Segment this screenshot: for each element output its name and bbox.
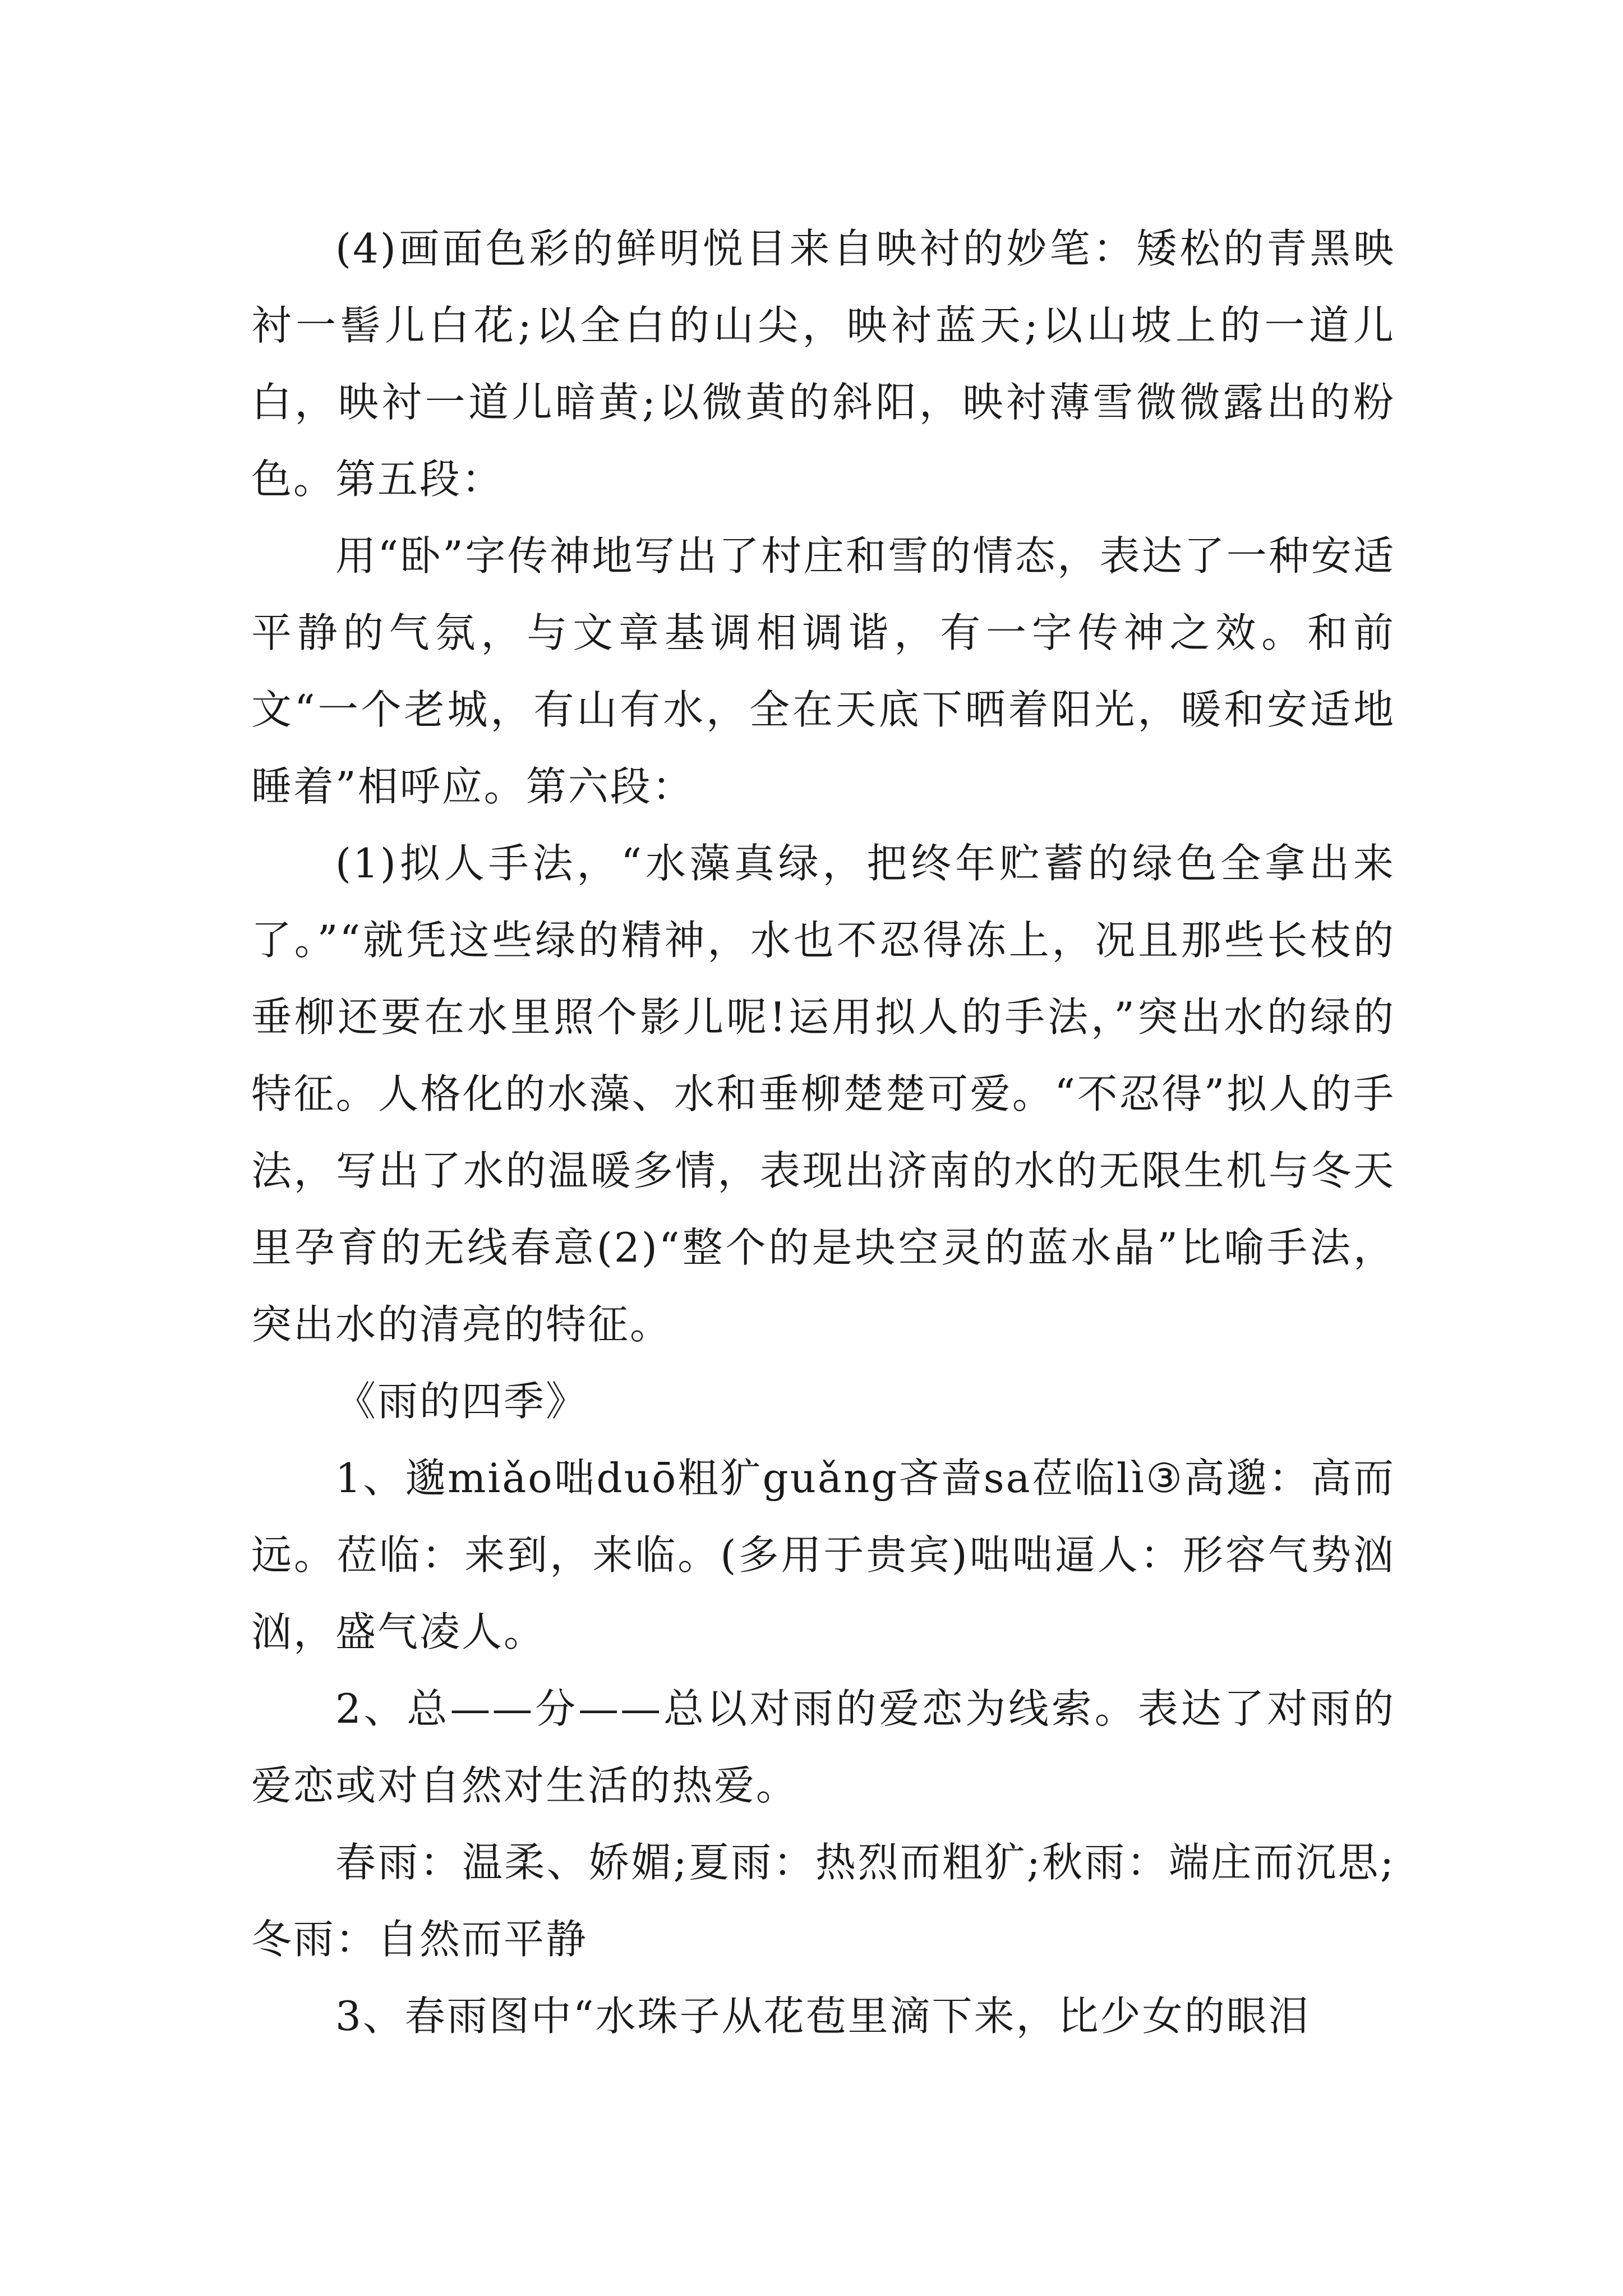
paragraph-color-contrast: (4)画面色彩的鲜明悦目来自映衬的妙笔：矮松的青黑映衬一髻儿白花;以全白的山尖，映衬蓝天;以山坡上的一道儿白，映衬一道儿暗黄;以微黄的斜阳，映衬薄雪微微露出的粉色。第五段：: [251, 225, 1395, 503]
paragraph-vocabulary: 1、邈miǎo咄duō粗犷guǎng吝啬sa莅临lì③高邈：高而远。莅临：来到，来临。(多用于贵宾)咄咄逼人：形容气势汹汹，盛气凌人。: [251, 1455, 1395, 1655]
document-body: [251, 210, 1395, 2055]
paragraph-structure: 2、总——分——总以对雨的爱恋为线索。表达了对雨的爱恋或对自然对生活的热爱。: [251, 1685, 1395, 1809]
paragraph-spring-rain: 3、春雨图中“水珠子从花苞里滴下来，比少女的眼泪: [335, 1993, 1311, 2040]
paragraph-wo-character: 用“卧”字传神地写出了村庄和雪的情态，表达了一种安适平静的气氛，与文章基调相调谐，有一字传神之效。和前文“一个老城，有山有水，全在天底下晒着阳光，暖和安适地睡着”相呼应。第六段：: [251, 532, 1395, 810]
paragraph-personification: (1)拟人手法，“水藻真绿，把终年贮蓄的绿色全拿出来了。”“就凭这些绿的精神，水也不忍得冻上，况且那些长枝的垂柳还要在水里照个影儿呢!运用拟人的手法，”突出水的绿的特征。人格化的水藻、水和垂柳楚楚可爱。“不忍得”拟人的手法，写出了水的温暖多情，表现出济南的水的无限生机与冬天里孕育的无线春意(2)“整个的是块空灵的蓝水晶”比喻手法，突出水的清亮的特征。: [251, 840, 1395, 1348]
section-title-rain-seasons: 《雨的四季》: [335, 1378, 588, 1425]
paragraph-rain-traits: 春雨：温柔、娇媚;夏雨：热烈而粗犷;秋雨：端庄而沉思;冬雨：自然而平静: [251, 1839, 1395, 1963]
